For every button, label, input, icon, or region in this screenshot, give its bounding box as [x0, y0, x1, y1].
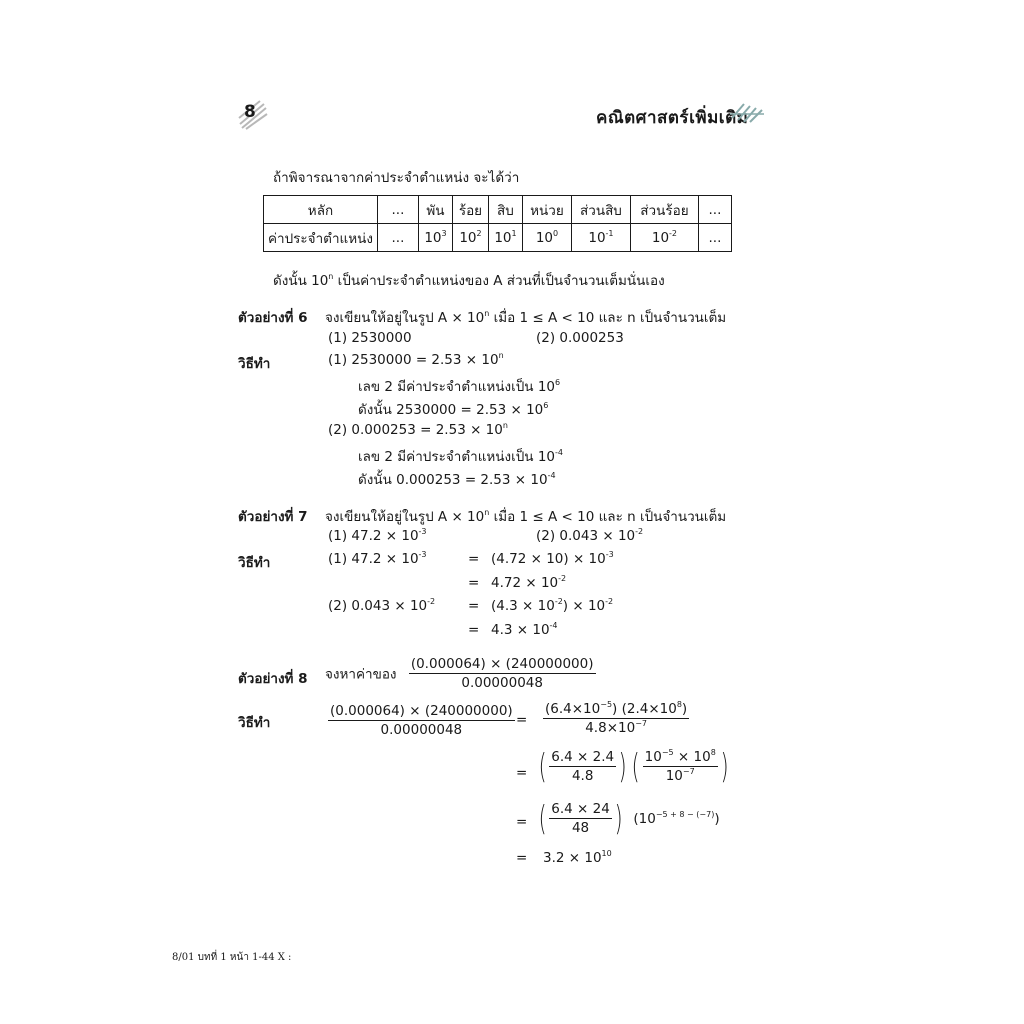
example6-s2-line2: เลข 2 มีค่าประจำตำแหน่งเป็น $10^{-4}$ [358, 448, 563, 465]
example8-step3: ( $\frac{6.4 \times 24}{48}$ ) $(10^{-5 + 8 - (-7)})$ [538, 798, 720, 839]
table-cell: พัน [418, 196, 452, 224]
example7-s2-r2: $4.3 \times 10^{-4}$ [491, 621, 558, 638]
example8-title: ตัวอย่างที่ 8 [238, 671, 308, 687]
example7-instruction: จงเขียนให้อยู่ในรูป $A \times 10^n$ เมื่อ 1 ≤ A < 10 และ n เป็นจำนวนเต็ม [325, 508, 727, 525]
table-cell: $10^1$ [488, 224, 522, 252]
table-cell: ... [698, 224, 731, 252]
example8-question: จงหาค่าของ $\frac{(0.000064) \times (240000000)}{0.00000048}$ [325, 656, 594, 691]
table-cell: ส่วนสิบ [571, 196, 630, 224]
equals-sign: = [516, 850, 528, 866]
intro-text: ถ้าพิจารณาจากค่าประจำตำแหน่ง จะได้ว่า [273, 170, 520, 186]
example7-solution-label: วิธีทำ [238, 555, 271, 571]
table-cell: ส่วนร้อย [630, 196, 698, 224]
example7-q1: (1) $47.2 \times 10^{-3}$ [328, 527, 427, 544]
table-cell: ... [377, 196, 418, 224]
table-cell: หน่วย [522, 196, 571, 224]
equals-sign: = [468, 575, 480, 591]
table-cell: สิบ [488, 196, 522, 224]
footer-text: 8/01 บทที่ 1 หน้า 1-44 X : [172, 952, 292, 963]
book-title-decoration [730, 100, 764, 124]
table-cell: ร้อย [452, 196, 488, 224]
example6-s2-line3: ดังนั้น $0.000253 = 2.53 \times 10^{-4}$ [358, 471, 556, 488]
equals-sign: = [516, 765, 528, 781]
example6-s1-line1: (1) $2530000 = 2.53 \times 10^n$ [328, 351, 504, 368]
book-title: คณิตศาสตร์เพิ่มเติม [596, 108, 749, 128]
table-row [264, 196, 732, 224]
table-cell: $10^0$ [522, 224, 571, 252]
table-cell: $10^3$ [418, 224, 452, 252]
page-number: 8 [244, 102, 256, 122]
table-cell: หลัก [264, 196, 378, 224]
table-cell: ค่าประจำตำแหน่ง [264, 224, 378, 252]
example8-lhs-fraction: $\frac{(0.000064) \times (240000000)}{0.00000048}$ [330, 703, 513, 738]
example6-s1-line2: เลข 2 มีค่าประจำตำแหน่งเป็น $10^6$ [358, 378, 561, 395]
example7-title: ตัวอย่างที่ 7 [238, 509, 308, 525]
example8-result: $3.2 \times 10^{10}$ [543, 849, 612, 866]
conclusion-text: ดังนั้น 10$^n$ เป็นค่าประจำตำแหน่งของ A ส่วนที่เป็นจำนวนเต็มนั่นเอง [273, 272, 665, 289]
example7-s2-r1: $(4.3 \times 10^{-2}) \times 10^{-2}$ [491, 597, 614, 614]
example6-s2-line1: (2) $0.000253 = 2.53 \times 10^n$ [328, 421, 508, 438]
place-value-table [263, 195, 732, 252]
hatch-icon [730, 100, 764, 124]
example8-solution-label: วิธีทำ [238, 715, 271, 731]
example8-fraction: $\frac{(0.000064) \times (240000000)}{0.00000048}$ [410, 656, 594, 691]
equals-sign: = [516, 814, 528, 830]
table-row [264, 224, 732, 252]
example6-title: ตัวอย่างที่ 6 [238, 310, 308, 326]
example6-solution-label: วิธีทำ [238, 356, 271, 372]
table-cell: $10^{-2}$ [630, 224, 698, 252]
table-cell: $10^{-1}$ [571, 224, 630, 252]
equals-sign: = [468, 598, 480, 614]
equals-sign: = [468, 551, 480, 567]
example6-q2: (2) 0.000253 [536, 330, 624, 346]
example7-s1-left: (1) $47.2 \times 10^{-3}$ [328, 550, 427, 567]
table-cell: ... [377, 224, 418, 252]
example6-instruction: จงเขียนให้อยู่ในรูป $A \times 10^n$ เมื่อ 1 ≤ A < 10 และ n เป็นจำนวนเต็ม [325, 309, 727, 326]
example7-s1-r2: $4.72 \times 10^{-2}$ [491, 574, 567, 591]
example8-step2: ( $\frac{6.4 \times 2.4}{4.8}$ ) ( $\frac{10^{-5} \times 10^8}{10^{-7}}$ ) [538, 746, 729, 787]
example7-s1-r1: $(4.72 \times 10) \times 10^{-3}$ [491, 550, 614, 567]
equals-sign: = [516, 712, 528, 728]
example6-s1-line3: ดังนั้น $2530000 = 2.53 \times 10^6$ [358, 401, 549, 418]
table-cell: $10^2$ [452, 224, 488, 252]
table-cell: ... [698, 196, 731, 224]
example6-q1: (1) 2530000 [328, 330, 412, 346]
example8-step1: $\frac{(6.4\times 10^{-5}) (2.4\times 10^8)}{4.8\times 10^{-7}}$ [545, 700, 688, 736]
equals-sign: = [468, 622, 480, 638]
example7-s2-left: (2) $0.043 \times 10^{-2}$ [328, 597, 436, 614]
example7-q2: (2) $0.043 \times 10^{-2}$ [536, 527, 644, 544]
page-number-badge [236, 98, 270, 132]
